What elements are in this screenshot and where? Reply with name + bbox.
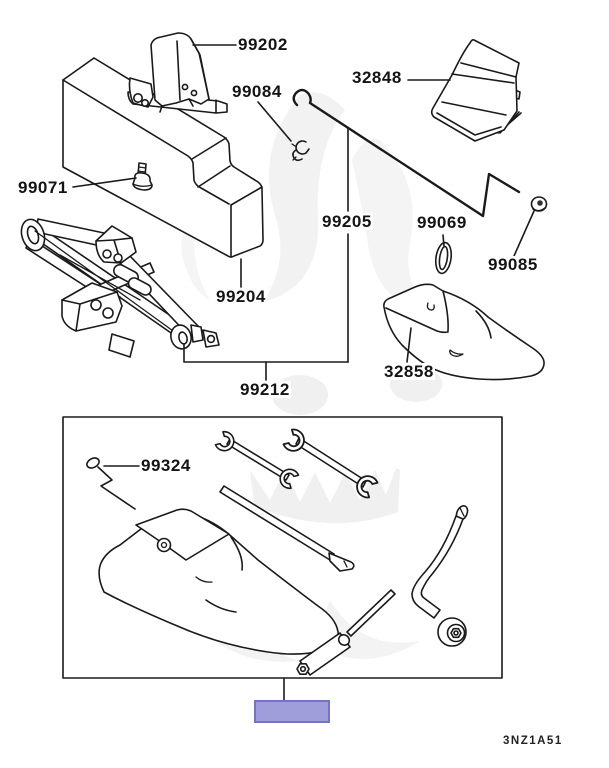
part-label-99084[interactable]: 99084 [232, 82, 282, 101]
grommet-drawing [532, 197, 547, 211]
hook-wire-drawing [85, 456, 135, 509]
part-label-99324[interactable]: 99324 [141, 456, 191, 475]
part-label-99205[interactable]: 99205 [322, 212, 372, 231]
part-label-99204[interactable]: 99204 [216, 287, 266, 306]
wheel-nut-wrench-drawing [412, 504, 470, 646]
wrench-drawing-2 [282, 428, 378, 500]
part-label-32848[interactable]: 32848 [352, 68, 402, 87]
selected-part-highlight[interactable] [254, 700, 330, 723]
part-label-32858[interactable]: 32858 [384, 362, 434, 381]
part-label-99202[interactable]: 99202 [238, 35, 288, 54]
wheel-chock-drawing [432, 40, 521, 141]
tool-bag-drawing [99, 509, 338, 654]
diagram-code: 3NZ1A51 [503, 735, 563, 747]
part-label-99212[interactable]: 99212 [240, 380, 290, 399]
part-label-99069[interactable]: 99069 [417, 213, 467, 232]
part-label-99085[interactable]: 99085 [488, 255, 538, 274]
part-label-99071[interactable]: 99071 [18, 178, 68, 197]
